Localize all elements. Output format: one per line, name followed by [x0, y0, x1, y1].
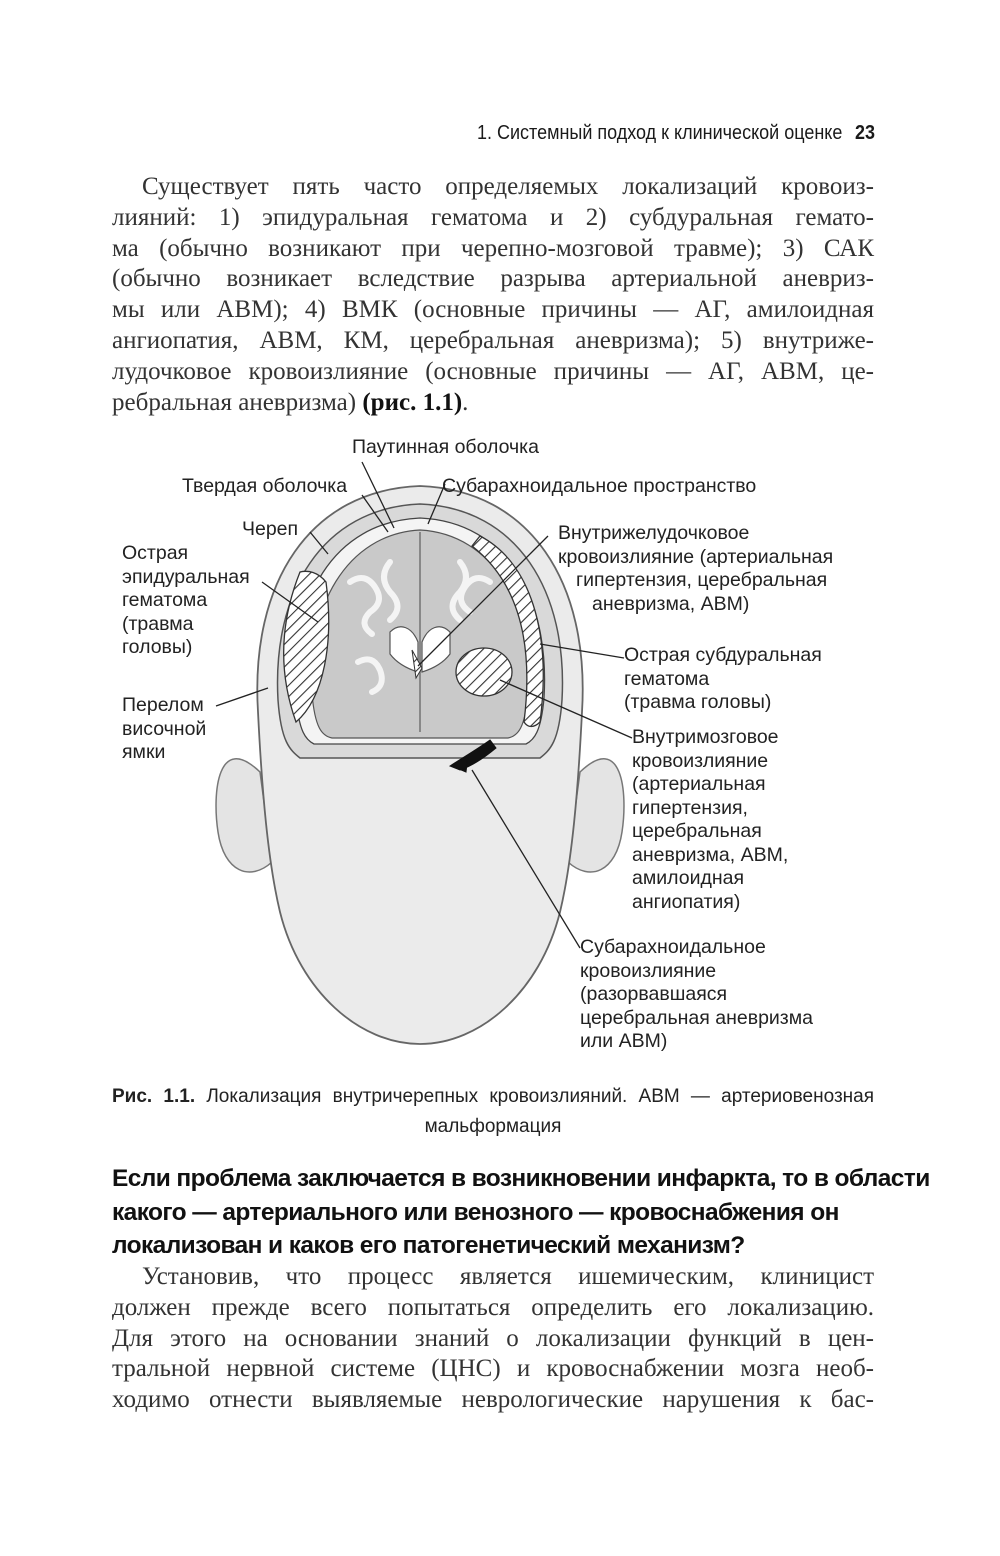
running-head — [466, 122, 876, 145]
label-line: кровоизлияние — [580, 959, 717, 982]
label-subdural — [624, 644, 822, 715]
label-line: (травма — [122, 612, 194, 635]
label-skull: Череп — [242, 518, 299, 540]
label-line: аневризма, АВМ) — [592, 592, 750, 615]
paragraph-line: лудочковое кровоизлияние (основные причины — АГ, АВМ, це- — [112, 357, 874, 385]
label-line: аневризма, АВМ, — [632, 843, 789, 866]
caption-line — [112, 1082, 874, 1112]
paragraph-line: мы или АВМ); 4) ВМК (основные причины — АГ, амилоидная — [112, 296, 874, 324]
subheading-line: какого — артериального или венозного — кровоснабжения он — [112, 1198, 839, 1226]
paragraph-line: (обычно возникает вследствие разрыва артериальной аневриз- — [112, 265, 874, 293]
label-line: височной — [122, 717, 207, 740]
label-sah — [580, 936, 813, 1054]
paragraph-line: ходимо отнести выявляемые неврологические нарушения к бас- — [112, 1386, 874, 1414]
label-line: амилоидная — [632, 867, 745, 889]
paragraph-line: лияний: 1) эпидуральная гематома и 2) субдуральная гемато- — [112, 203, 874, 231]
label-line: гематома — [122, 589, 208, 611]
label-subarachnoid-space: Субарахноидальное пространство — [442, 475, 757, 497]
label-line: (травма головы) — [624, 691, 772, 713]
paragraph-line: ангиопатия, АВМ, КМ, церебральная аневризма); 5) внутриже- — [112, 326, 874, 354]
paragraph-line — [112, 388, 874, 419]
label-line: головы) — [122, 636, 193, 658]
label-dura: Твердая оболочка — [182, 475, 348, 497]
running-head-title: 1. Системный подход к клинической оценке — [476, 122, 843, 144]
label-epidural — [122, 542, 250, 660]
label-line: гематома — [624, 667, 710, 690]
label-line: церебральная — [632, 820, 762, 842]
paragraph-last-text: ребральная аневризма) — [112, 388, 357, 416]
figure-reference: (рис. 1.1) — [362, 388, 463, 416]
intracerebral-hematoma — [456, 648, 512, 696]
label-line: Внутрижелудочковое — [558, 522, 750, 544]
label-arachnoid: Паутинная оболочка — [352, 436, 539, 458]
paragraph-line: тральной нервной системе (ЦНС) и кровоснабжении мозга необ- — [112, 1355, 874, 1383]
subheading-line: локализован и каков его патогенетический механизм? — [112, 1232, 745, 1259]
paragraph-line: должен прежде всего попытаться определить его локализацию. — [112, 1293, 874, 1321]
paragraph-1 — [112, 172, 874, 418]
caption-label: Рис. 1.1. — [112, 1086, 196, 1107]
figure-brain-hemorrhage — [100, 432, 900, 1072]
label-line: Острая — [122, 542, 189, 564]
paragraph-end-punct: . — [462, 388, 469, 416]
label-line: или АВМ) — [580, 1030, 668, 1052]
label-line: Острая субдуральная — [624, 644, 822, 666]
label-line: (разорвавшаяся — [580, 983, 728, 1005]
label-line: кровоизлияние (артериальная — [558, 545, 834, 568]
page-number: 23 — [854, 122, 875, 144]
paragraph-line: Установив, что процесс является ишемическим, клиницист — [142, 1263, 874, 1290]
label-line: кровоизлияние — [632, 749, 769, 772]
label-line: (артериальная — [632, 773, 766, 795]
paragraph-line: Для этого на основании знаний о локализации функций в цен- — [112, 1324, 874, 1352]
section-subheading — [112, 1162, 930, 1263]
caption-text: Локализация внутричерепных кровоизлияний. АВМ — артериовенозная — [206, 1086, 875, 1107]
figure-caption — [112, 1082, 874, 1142]
label-line: Внутримозговое — [632, 726, 779, 748]
subheading-line: Если проблема заключается в возникновении инфаркта, то в области — [112, 1165, 930, 1192]
label-line: ямки — [122, 741, 166, 763]
label-intracerebral — [632, 726, 788, 914]
paragraph-line: ма (обычно возникают при черепно-мозговой травме); 3) САК — [112, 234, 874, 262]
label-line: гипертензия, церебральная — [576, 569, 828, 591]
label-line: Перелом — [122, 694, 204, 716]
label-line: церебральная аневризма — [580, 1006, 814, 1029]
label-intraventricular — [558, 522, 833, 616]
paragraph-line: Существует пять часто определяемых локализаций кровоиз- — [142, 173, 874, 200]
label-line: гипертензия, — [632, 796, 748, 819]
label-line: эпидуральная — [122, 565, 250, 588]
label-line: ангиопатия) — [632, 890, 741, 913]
label-line: Субарахноидальное — [580, 936, 766, 958]
paragraph-2 — [112, 1262, 874, 1416]
caption-line: мальформация — [424, 1116, 562, 1137]
label-fracture — [122, 694, 206, 765]
